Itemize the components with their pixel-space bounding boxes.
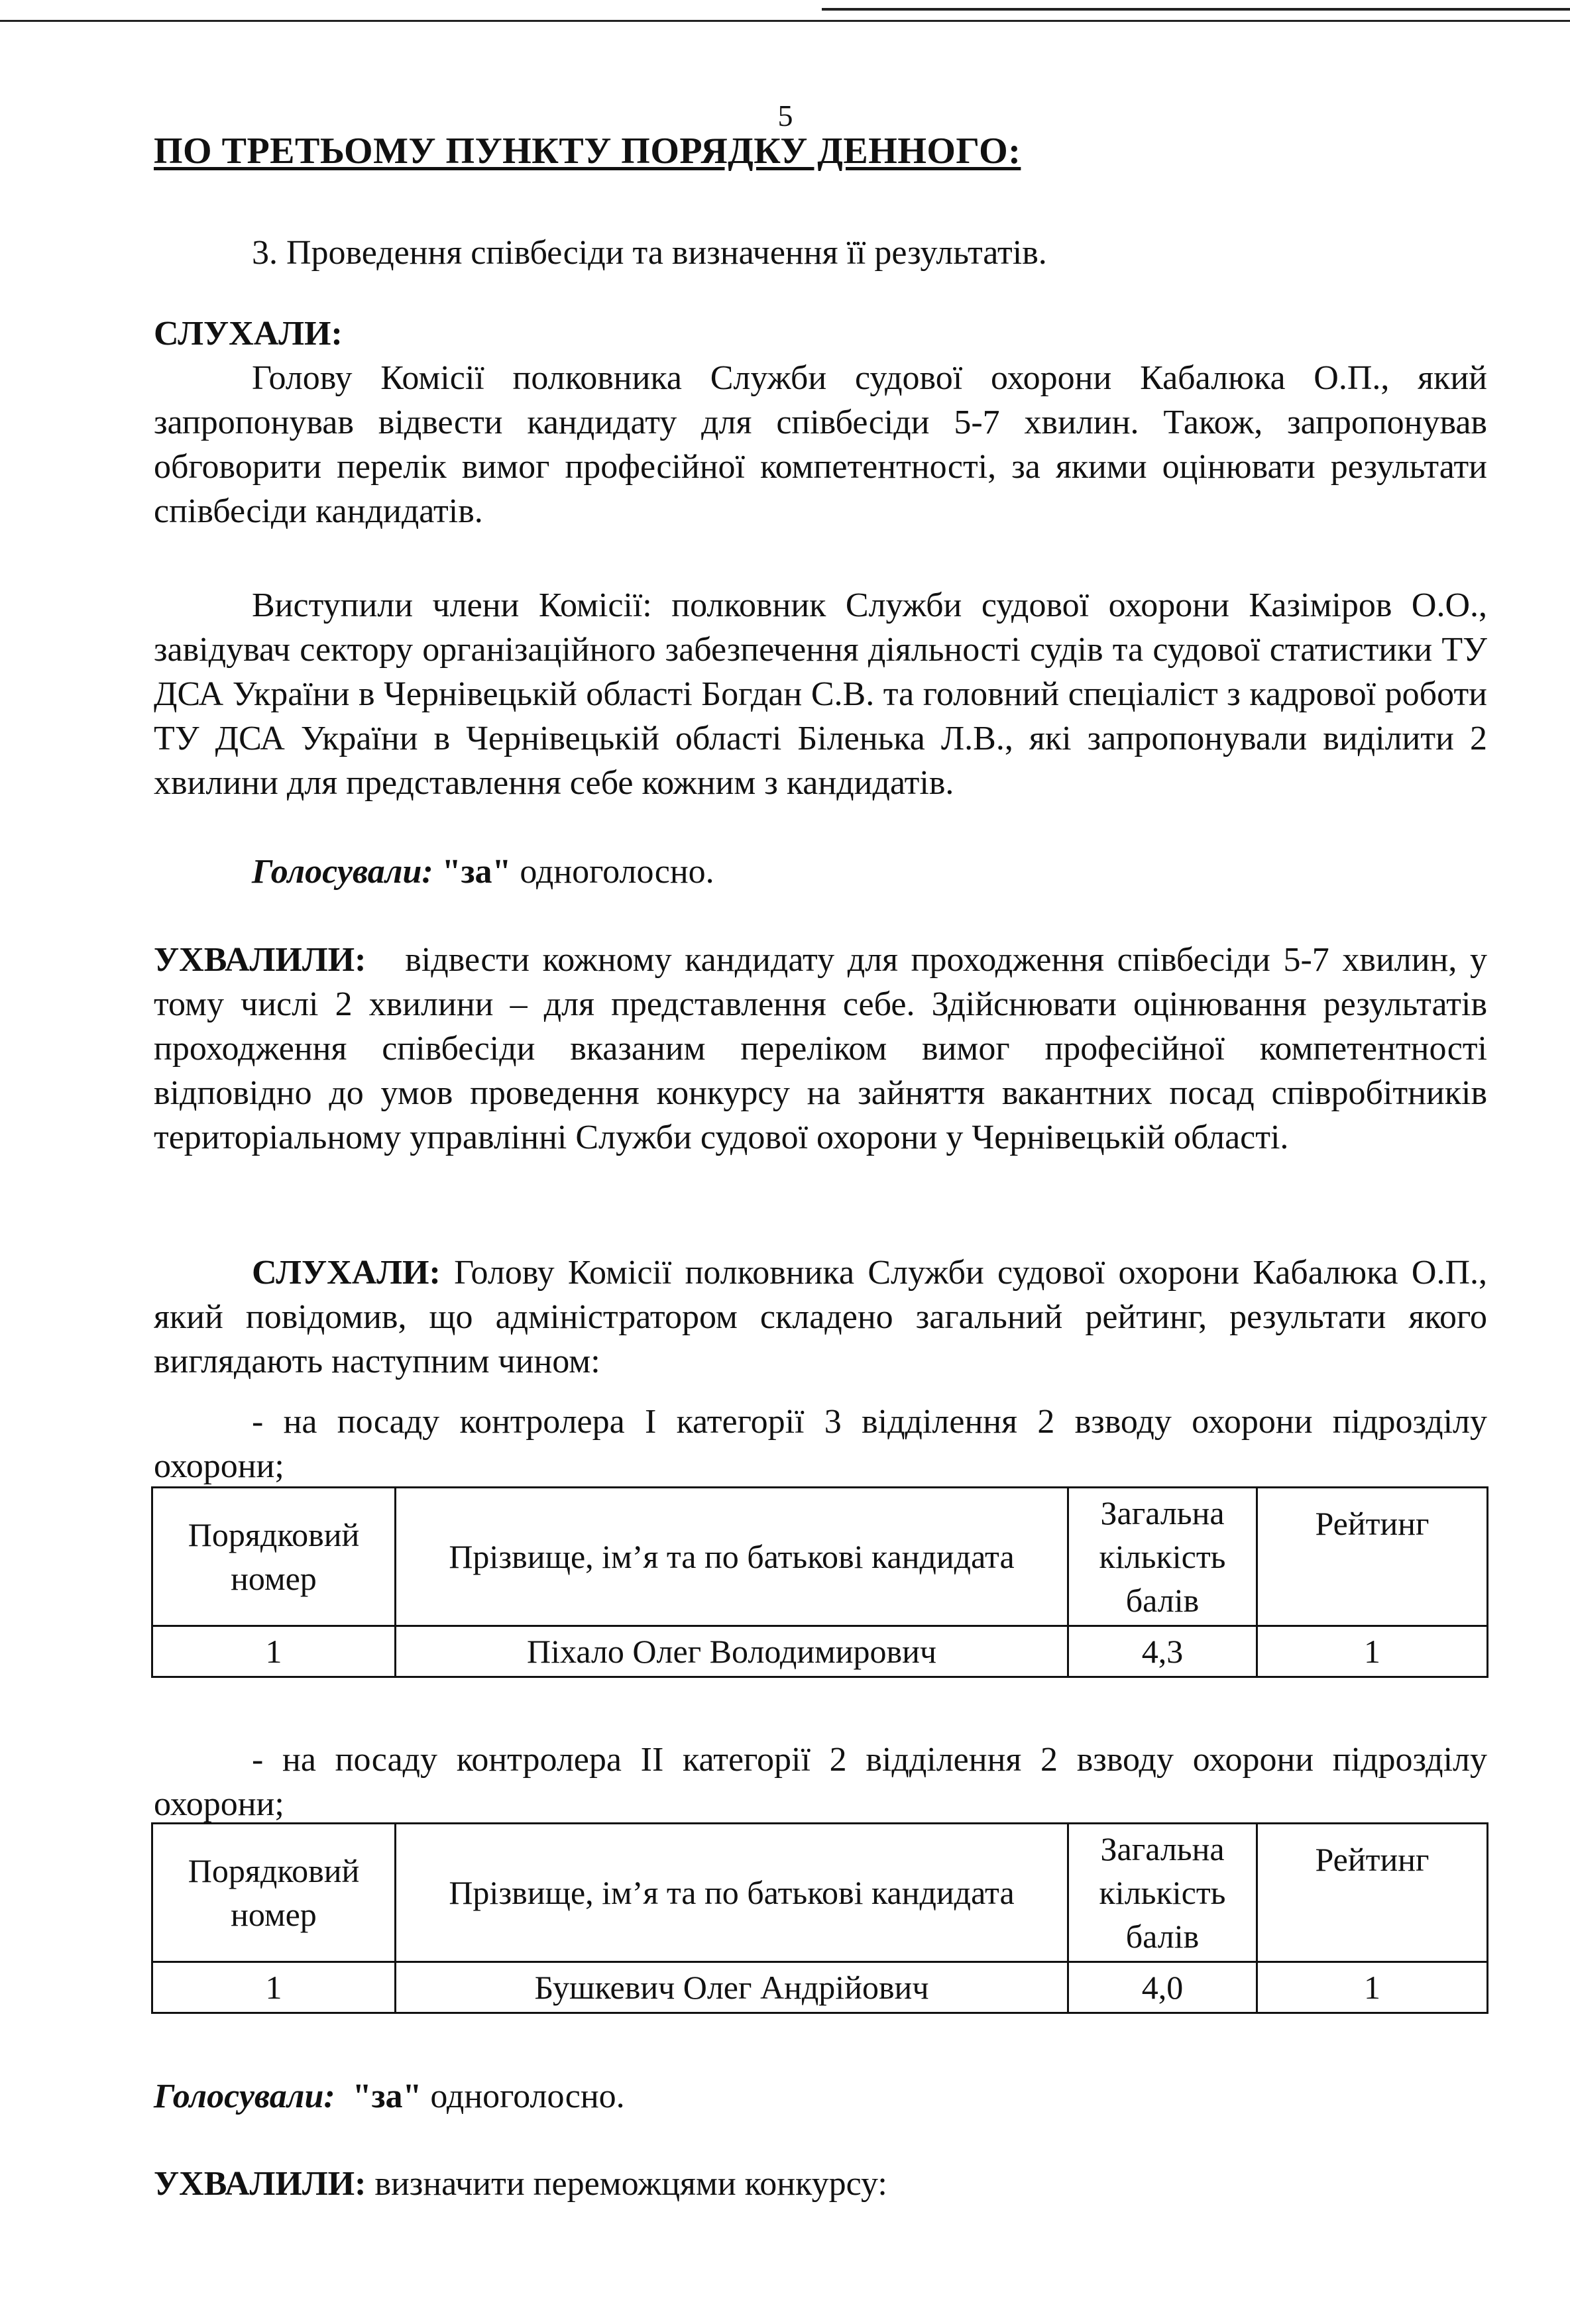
cell-score: 4,0 xyxy=(1068,1962,1257,2013)
header-rank: Рейтинг xyxy=(1257,1824,1488,1962)
cell-rank: 1 xyxy=(1257,1962,1488,2013)
resolved-keyword: УХВАЛИЛИ: xyxy=(154,941,366,979)
cell-num: 1 xyxy=(152,1626,396,1677)
vote-line-2 xyxy=(154,2074,1487,2119)
position-1: - на посаду контролера I категорії 3 відділення 2 взводу охорони підрозділу охорони; xyxy=(154,1403,1487,1485)
vote-label: Голосували: xyxy=(154,2077,335,2115)
heard-text: Голову Комісії полковника Служби судової охорони Кабалюка О.П., який повідомив, що адміністратором складено загальний рейтинг, результати якого виглядають наступним чином: xyxy=(154,1254,1487,1380)
rating-table-1 xyxy=(151,1486,1488,1678)
resolved-paragraph-1 xyxy=(154,938,1487,1160)
table-header-row xyxy=(152,1824,1488,1962)
header-score: Загальна кількість балів xyxy=(1068,1488,1257,1626)
section-heading: ПО ТРЕТЬОМУ ПУНКТУ ПОРЯДКУ ДЕННОГО: xyxy=(154,131,1021,172)
header-num: Порядковий номер xyxy=(152,1488,396,1626)
heard-label-1 xyxy=(154,311,1487,356)
rating-table-2 xyxy=(151,1822,1488,2014)
cell-score: 4,3 xyxy=(1068,1626,1257,1677)
scan-border-line-thick xyxy=(822,8,1570,11)
speakers-paragraph: Виступили члени Комісії: полковник Служби судової охорони Казіміров О.О., завідувач сектору організаційного забезпечення діяльності судів та судової статистики ТУ ДСА України в Чернівецькій області Богдан С.В. та головний спеціаліст з кадрової роботи ТУ ДСА України в Чернівецькій області Біленька Л.В., які запропонували виділити 2 хвилини для представлення себе кожним з кандидатів. xyxy=(154,586,1487,802)
cell-name: Піхало Олег Володимирович xyxy=(396,1626,1068,1677)
scan-border-line xyxy=(0,20,1570,22)
vote-result: одноголосно. xyxy=(520,853,714,891)
header-name: Прізвище, ім’я та по батькові кандидата xyxy=(396,1488,1068,1626)
cell-name: Бушкевич Олег Андрійович xyxy=(396,1962,1068,2013)
agenda-item: 3. Проведення співбесіди та визначення її результатів. xyxy=(252,234,1047,272)
page-number: 5 xyxy=(777,99,793,133)
header-num: Порядковий номер xyxy=(152,1824,396,1962)
heard-keyword: СЛУХАЛИ: xyxy=(252,1254,441,1292)
table-row xyxy=(152,1962,1488,2013)
vote-line-1 xyxy=(154,850,1487,894)
header-rank: Рейтинг xyxy=(1257,1488,1488,1626)
resolved-paragraph-2 xyxy=(154,2162,1487,2206)
resolved-text: відвести кожному кандидату для проходження співбесіди 5-7 хвилин, у тому числі 2 хвилини – для представлення себе. Здійснювати оцінювання результатів проходження співбесіди вказаним переліком вимог професійної компетентності відповідно до умов проведення конкурсу на зайняття вакантних посад співробітників територіальному управлінні Служби судової охорони у Чернівецькій області. xyxy=(154,941,1488,1156)
heard-keyword: СЛУХАЛИ: xyxy=(154,315,343,353)
vote-value: "за" xyxy=(352,2077,422,2115)
vote-label: Голосували: xyxy=(252,853,433,891)
resolved-keyword: УХВАЛИЛИ: xyxy=(154,2165,366,2203)
position-2: - на посаду контролера II категорії 2 відділення 2 взводу охорони підрозділу охорони; xyxy=(154,1741,1487,1823)
heard-text-1: Голову Комісії полковника Служби судової охорони Кабалюка О.П., який запропонував відвести кандидату для співбесіди 5-7 хвилин. Також, запропонував обговорити перелік вимог професійної компетентності, за якими оцінювати результати співбесіди кандидатів. xyxy=(154,359,1487,530)
vote-value: "за" xyxy=(441,853,512,891)
cell-num: 1 xyxy=(152,1962,396,2013)
resolved-text: визначити переможцями конкурсу: xyxy=(374,2165,887,2203)
table-row xyxy=(152,1626,1488,1677)
header-name: Прізвище, ім’я та по батькові кандидата xyxy=(396,1824,1068,1962)
heard-paragraph-2 xyxy=(154,1250,1487,1384)
table-header-row xyxy=(152,1488,1488,1626)
cell-rank: 1 xyxy=(1257,1626,1488,1677)
vote-result: одноголосно. xyxy=(430,2077,625,2115)
header-score: Загальна кількість балів xyxy=(1068,1824,1257,1962)
